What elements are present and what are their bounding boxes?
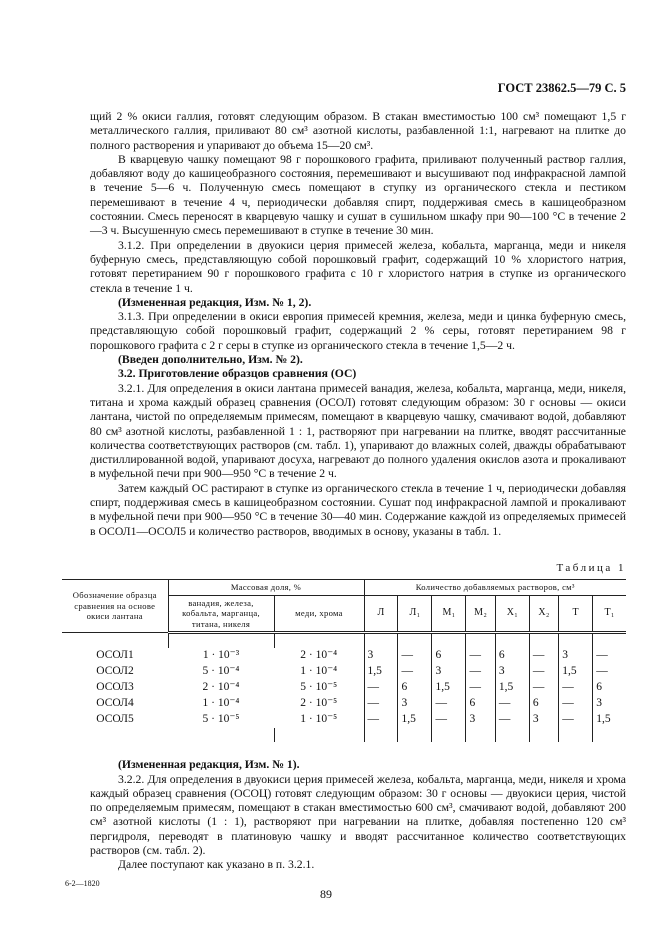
table-cell: 3 bbox=[398, 696, 432, 712]
table-cell: 1,5 bbox=[495, 680, 529, 696]
table-cell: 1,5 bbox=[398, 712, 432, 728]
table-cell: 6 bbox=[529, 696, 558, 712]
table-cell: ОСОЛ4 bbox=[96, 697, 134, 710]
header-mass-1: ванадия, железа, кобальта, марганца, титана, никеля bbox=[168, 595, 274, 633]
table-cell: — bbox=[593, 648, 626, 664]
table-cell: 3 bbox=[529, 712, 558, 728]
table-cell: 2 · 10⁻⁴ bbox=[202, 681, 240, 694]
paragraph: В кварцевую чашку помещают 98 г порошкового графита, приливают полученный раствор галлия, добавляют воду до кашицеобразного состояния, перемешивают и высушивают под инфракрасной лампой в течение 5—6 ч. Полученную смесь помещают в ступку из органического стекла и пестиком перемешивают в течение 4 ч, периодически добавляя спирт, поддерживая смесь в кашицеобразном состоянии. Смесь переносят в кварцевую чашку и сушат в сушильном шкафу при 90—100 °С в течение 2—3 ч. Высушенную смесь перемешивают в ступке в течение 30 мин. bbox=[90, 152, 626, 238]
table-caption: Таблица 1 bbox=[556, 561, 626, 574]
table-row bbox=[62, 664, 626, 680]
table-row bbox=[62, 696, 626, 712]
table-cell: 1,5 bbox=[559, 664, 593, 680]
table-cell: 1,5 bbox=[432, 680, 466, 696]
header-col: Х₁ bbox=[495, 595, 529, 633]
print-code: 6-2—1820 bbox=[65, 878, 100, 888]
table-cell: — bbox=[466, 648, 495, 664]
header-col: Х₂ bbox=[529, 595, 558, 633]
table-cell: 1 · 10⁻³ bbox=[202, 649, 240, 662]
page-number: 89 bbox=[320, 886, 332, 901]
table-cell: — bbox=[364, 680, 398, 696]
table-row bbox=[62, 712, 626, 728]
header-sample: Обозначение образца сравнения на основе окиси лантана bbox=[62, 580, 168, 633]
table-cell: — bbox=[529, 648, 558, 664]
paragraph: Далее поступают как указано в п. 3.2.1. bbox=[118, 858, 315, 872]
table-cell: — bbox=[432, 696, 466, 712]
table-cell: 6 bbox=[398, 680, 432, 696]
paragraph: 3.1.2. При определении в двуокиси церия примесей железа, кобальта, марганца, меди и никеля буферную смесь, представляющую собой порошковый графит, содержащий 10 % хлористого натрия, готовят перетиранием 90 г порошкового графита с 10 г хлористого натрия в ступке из органического стекла в течение 1 ч. bbox=[90, 238, 626, 295]
amendment-note: (Измененная редакция, Изм. № 1). bbox=[118, 758, 300, 772]
table-spacer bbox=[62, 728, 626, 742]
table-cell: 6 bbox=[432, 648, 466, 664]
table-cell: — bbox=[466, 664, 495, 680]
table-cell: — bbox=[466, 680, 495, 696]
paragraph: 3.2.1. Для определения в окиси лантана примесей ванадия, железа, кобальта, марганца, меди, никеля, титана и хрома каждый образец сравнения (ОСОЛ) готовят следующим образом: 30 г основы — окиси лантана, чистой по определяемым примесям, помещают в кварцевую чашку, смачивают водой, добавляют 80 см³ азотной кислоты, разбавленной 1 : 1, растворяют при нагревании на плитке, вводят рассчитанные количества соответствующих растворов (см. табл. 1), упаривают до влажных солей, дважды обрабатывают дистиллированной водой, упаривают досуха, нагревают до полного удаления окислов азота и прокаливают в муфельной печи при 900—950 °С в течение 2 ч. bbox=[90, 381, 626, 481]
table-cell: — bbox=[529, 680, 558, 696]
table-spacer bbox=[62, 633, 626, 649]
table-cell: ОСОЛ1 bbox=[96, 649, 134, 662]
table-cell: — bbox=[398, 664, 432, 680]
table-cell: 2 · 10⁻⁴ bbox=[300, 649, 338, 662]
table-cell: ОСОЛ3 bbox=[96, 681, 134, 694]
running-header: ГОСТ 23862.5—79 С. 5 bbox=[497, 81, 626, 95]
paragraph: Затем каждый ОС растирают в ступке из органического стекла в течение 1 ч, периодически добавляя спирт, поддерживая смесь в кашицеобразном состоянии. Сушат под инфракрасной лампой и прокаливают в муфельной печи при 900—950 °С в течение 30—40 мин. Содержание каждой из определяемых примесей в ОСОЛ1—ОСОЛ5 и количество растворов, вводимых в основу, указаны в табл. 1. bbox=[90, 481, 626, 538]
table-cell: 5 · 10⁻⁵ bbox=[202, 713, 240, 726]
table-cell: 1,5 bbox=[364, 664, 398, 680]
header-quantity: Количество добавляемых растворов, см³ bbox=[364, 580, 626, 596]
header-mass-2: меди, хрома bbox=[274, 595, 364, 633]
table-cell: 1 · 10⁻⁴ bbox=[202, 697, 240, 710]
table-cell: — bbox=[559, 696, 593, 712]
header-mass: Массовая доля, % bbox=[168, 580, 364, 596]
table-1 bbox=[62, 579, 626, 742]
section-heading: 3.2. Приготовление образцов сравнения (ОС) bbox=[118, 367, 357, 381]
table-cell: 1 · 10⁻⁵ bbox=[300, 713, 338, 726]
table-cell: 1,5 bbox=[593, 712, 626, 728]
paragraph: щий 2 % окиси галлия, готовят следующим образом. В стакан вместимостью 100 см³ помещают 1,5 г металлического галлия, приливают 80 см³ азотной кислоты, разбавленной 1:1, нагревают на плитке до полного растворения и упаривают до объема 15—20 см³. bbox=[90, 110, 626, 152]
table-cell: — bbox=[559, 712, 593, 728]
table-cell: 3 bbox=[559, 648, 593, 664]
table-cell: ОСОЛ5 bbox=[96, 713, 134, 726]
table-row bbox=[62, 648, 626, 664]
header-col: М₂ bbox=[466, 595, 495, 633]
table-cell: 3 bbox=[495, 664, 529, 680]
header-col: Л bbox=[364, 595, 398, 633]
table-row bbox=[62, 680, 626, 696]
table-cell: — bbox=[529, 664, 558, 680]
table-cell: 2 · 10⁻⁵ bbox=[300, 697, 338, 710]
table-cell: 5 · 10⁻⁵ bbox=[300, 681, 338, 694]
paragraph: 3.1.3. При определении в окиси европия примесей кремния, железа, меди и цинка буферную смесь, представляющую собой порошковый графит, содержащий 2 % серы, готовят перетиранием 98 г порошкового графита с 2 г серы в ступке из органического стекла в течение 1,5—2 ч. bbox=[90, 310, 626, 352]
table-cell: — bbox=[495, 712, 529, 728]
table-cell: 6 bbox=[495, 648, 529, 664]
table-cell: 6 bbox=[466, 696, 495, 712]
table-cell: 6 bbox=[593, 680, 626, 696]
paragraph: 3.2.2. Для определения в двуокиси церия примесей железа, кобальта, марганца, меди, никеля и хрома каждый образец сравнения (ОСОЦ) готовят следующим образом: 30 г основы — двуокиси церия, чистой по определяемым примесям, помещают в стакан вместимостью 600 см³, смачивают водой, добавляют 200 см³ азотной кислоты (1 : 1), растворяют при нагревании на плитке, добавляя постепенно 120 см³ пергидроля, переводят в платиновую чашку и вводят рассчитанное количество соответствующих растворов (см. табл. 2). bbox=[90, 772, 626, 857]
table-cell: 3 bbox=[432, 664, 466, 680]
table-cell: 3 bbox=[364, 648, 398, 664]
page-footer bbox=[65, 878, 626, 909]
table-cell: ОСОЛ2 bbox=[96, 665, 134, 678]
header-col: Т bbox=[559, 595, 593, 633]
table-cell: 5 · 10⁻⁴ bbox=[202, 665, 240, 678]
amendment-note: (Измененная редакция, Изм. № 1, 2). bbox=[118, 295, 312, 309]
header-col: Л₁ bbox=[398, 595, 432, 633]
table-cell: — bbox=[364, 712, 398, 728]
header-col: Т₁ bbox=[593, 595, 626, 633]
table-cell: — bbox=[432, 712, 466, 728]
table-cell: 1 · 10⁻⁴ bbox=[300, 665, 338, 678]
table-cell: — bbox=[559, 680, 593, 696]
amendment-note: (Введен дополнительно, Изм. № 2). bbox=[118, 353, 303, 367]
header-col: М₁ bbox=[432, 595, 466, 633]
table-cell: — bbox=[593, 664, 626, 680]
table-cell: — bbox=[495, 696, 529, 712]
table-cell: — bbox=[364, 696, 398, 712]
table-cell: — bbox=[398, 648, 432, 664]
table-cell: 3 bbox=[593, 696, 626, 712]
table-cell: 3 bbox=[466, 712, 495, 728]
